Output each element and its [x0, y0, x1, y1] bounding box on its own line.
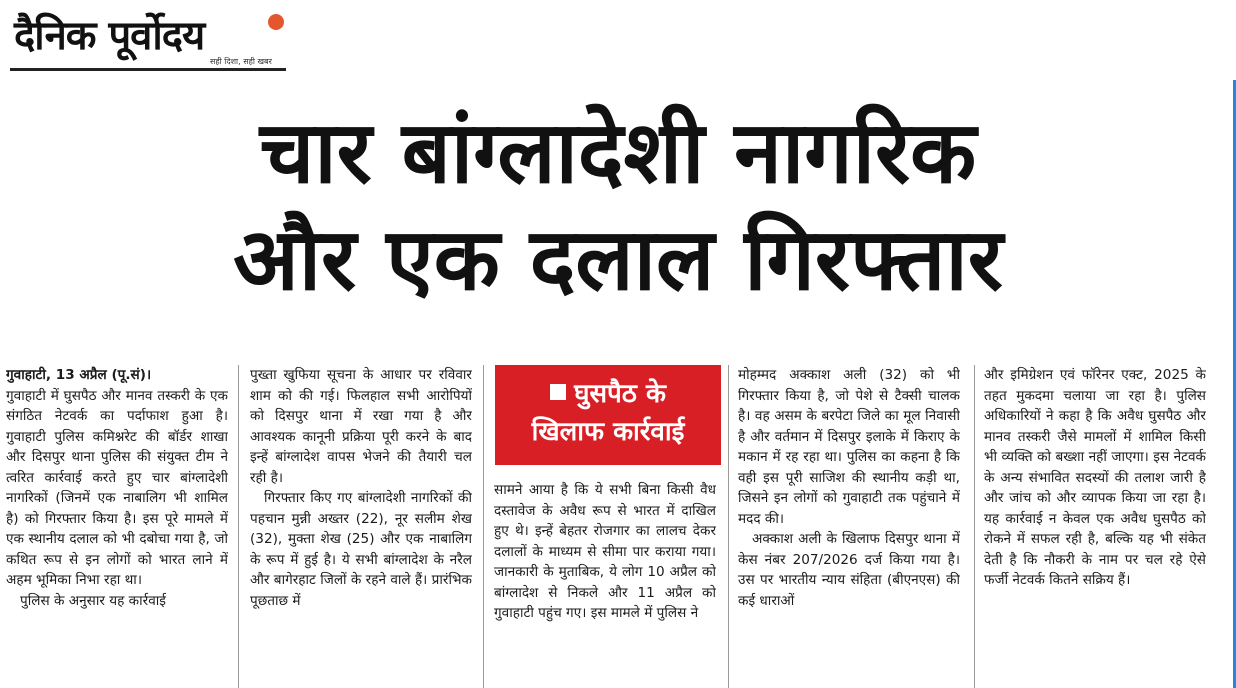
- column-divider: [974, 365, 975, 688]
- kicker-line-1: घुसपैठ के: [574, 379, 666, 409]
- section-kicker-box: [495, 365, 721, 465]
- article-column-1: [6, 365, 228, 688]
- dateline: गुवाहाटी, 13 अप्रैल (पू.सं)।: [6, 367, 152, 383]
- kicker-line-2: खिलाफ कार्रवाई: [531, 417, 685, 447]
- paragraph: गुवाहाटी में घुसपैठ और मानव तस्करी के एक संगठित नेटवर्क का पर्दाफाश हुआ है। गुवाहाटी पुलिस कमिश्नरेट की बॉर्डर शाखा और दिसपुर थाना पुलिस की संयुक्त टीम ने त्वरित कार्रवाई करते हुए चार बांग्लादेशी नागरिकों (जिनमें एक नाबालिग भी शामिल है) को गिरफ्तार किया है। इस पूरे मामले में एक स्थानीय दलाल को भी दबोचा गया है, जो कथित रूप से इन लोगों को भारत लाने में अहम भूमिका निभा रहा था।: [6, 387, 228, 588]
- square-bullet-icon: [550, 384, 566, 400]
- newspaper-name: दैनिक पूर्वोदय: [14, 13, 205, 59]
- column-divider: [483, 365, 484, 688]
- article-column-3: [494, 480, 716, 688]
- article-body: [0, 355, 1236, 688]
- paragraph: सामने आया है कि ये सभी बिना किसी वैध दस्तावेज के अवैध रूप से भारत में दाखिल हुए थे। इन्हें बेहतर रोजगार का लालच देकर दलालों के माध्यम से सीमा पार कराया गया। जानकारी के मुताबिक, ये लोग 10 अप्रैल को बांग्लादेश से निकले और 11 अप्रैल को गुवाहाटी पहुंच गए। इस मामले में पुलिस ने: [494, 482, 716, 621]
- paragraph: गिरफ्तार किए गए बांग्लादेशी नागरिकों की पहचान मुन्नी अख्तर (22), नूर सलीम शेख (32), मुक्ता शेख (25) और एक नाबालिग के रूप में हुई है। ये सभी बांग्लादेश के नरैल और बागेरहाट जिलों के रहने वाले हैं। प्रारंभिक पूछताछ में: [250, 490, 472, 609]
- paragraph: पुलिस के अनुसार यह कार्रवाई: [20, 592, 166, 609]
- paragraph: अक्काश अली के खिलाफ दिसपुर थाना में केस नंबर 207/2026 दर्ज किया गया है। उस पर भारतीय न्याय संहिता (बीएनएस) की कई धाराओं: [738, 531, 960, 609]
- logo-dot-icon: [268, 14, 284, 30]
- paragraph: मोहम्मद अक्काश अली (32) को भी गिरफ्तार किया है, जो पेशे से टैक्सी चालक है। वह असम के बरपेटा जिले का मूल निवासी है और वर्तमान में दिसपुर इलाके में किराए के मकान में रह रहा था। पुलिस का कहना है कि वही इस पूरी साजिश की स्थानीय कड़ी था, जिसने इन लोगों को गुवाहाटी तक पहुंचाने में मदद की।: [738, 367, 960, 527]
- column-divider: [728, 365, 729, 688]
- newspaper-tagline: सही दिशा, सही खबर: [210, 57, 272, 66]
- article-column-2: [250, 365, 472, 688]
- masthead-rule: [10, 68, 286, 71]
- paragraph: और इमिग्रेशन एवं फॉरेनर एक्ट, 2025 के तहत मुकदमा चलाया जा रहा है। पुलिस अधिकारियों ने कहा है कि अवैध घुसपैठ और मानव तस्करी जैसे मामलों में शामिल किसी भी व्यक्ति को बख्शा नहीं जाएगा। इस नेटवर्क के अन्य संभावित सदस्यों की तलाश जारी है और जांच को और व्यापक किया जा रहा है। यह कार्रवाई न केवल एक अवैध घुसपैठ को रोकने में सफल रही है, बल्कि यह भी संकेत देती है कि नौकरी के नाम पर चल रहे ऐसे फर्जी नेटवर्क कितने सक्रिय हैं।: [984, 367, 1206, 588]
- paragraph: पुख्ता खुफिया सूचना के आधार पर रविवार शाम को की गई। फिलहाल सभी आरोपियों को दिसपुर थाना में रखा गया है और आवश्यक कानूनी प्रक्रिया पूरी करने के बाद इन्हें बांग्लादेश वापस भेजने की तैयारी चल रही है।: [250, 367, 472, 486]
- article-column-4: [738, 365, 960, 688]
- headline-line-1: चार बांग्लादेशी नागरिक: [259, 103, 977, 203]
- article-column-5: [984, 365, 1206, 688]
- headline-line-2: और एक दलाल गिरफ्तार: [233, 210, 1003, 310]
- masthead: [10, 6, 290, 74]
- column-divider: [238, 365, 239, 688]
